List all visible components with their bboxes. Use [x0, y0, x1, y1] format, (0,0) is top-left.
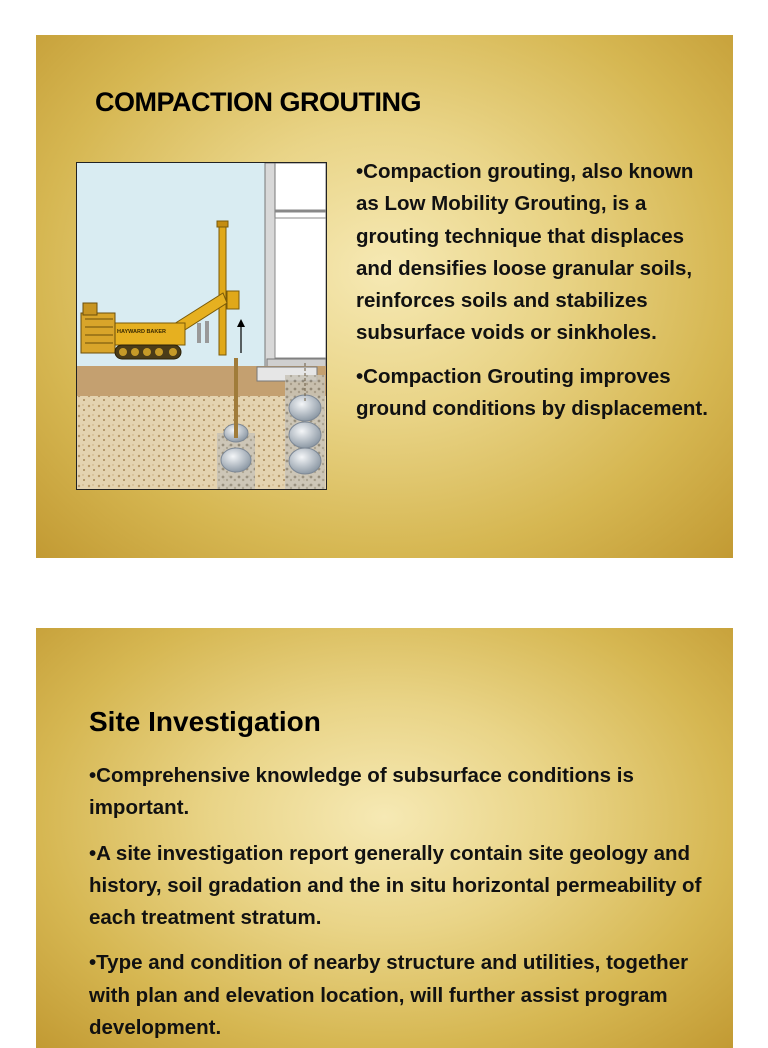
bullet-item: •Compaction grouting, also known as Low Mobility Grouting, is a grouting technique that displaces and densifies loose granular soils, reinforces soils and stabilizes subsurface voids or sinkholes. — [356, 160, 694, 345]
bullet-item: •Compaction Grouting improves ground conditions by displacement. — [356, 364, 708, 421]
grout-pipe — [234, 358, 238, 438]
bullet-list — [356, 156, 716, 436]
bullet-item: •A site investigation report generally contain site geology and history, soil gradation and the in situ horizontal permeability of each treatment stratum. — [89, 841, 702, 930]
slide-title: Site Investigation — [89, 706, 321, 737]
compaction-grouting-illustration — [76, 162, 327, 490]
drill-mast — [219, 225, 226, 355]
slide-title: COMPACTION GROUTING — [95, 87, 421, 117]
rig-brand-label: HAYWARD BAKER — [117, 329, 166, 335]
slide-site-investigation — [36, 628, 733, 1048]
bullet-list — [89, 760, 719, 1048]
bullet-item: •Type and condition of nearby structure and utilities, together with plan and elevation location, will further assist program development. — [89, 951, 689, 1040]
bullet-item: •Comprehensive knowledge of subsurface conditions is important. — [89, 764, 634, 820]
slide-compaction-grouting — [36, 35, 733, 558]
